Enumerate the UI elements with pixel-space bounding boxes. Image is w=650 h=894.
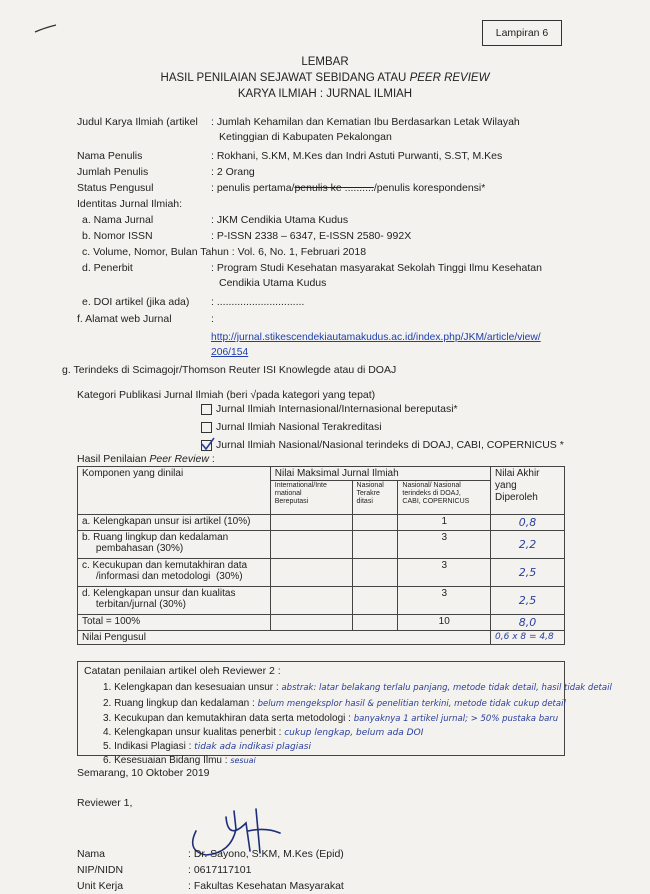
header-doaj [398, 481, 491, 515]
title-line-2-text: HASIL PENILAIAN SEJAWAT SEBIDANG ATAU [160, 72, 410, 84]
judul-value-1: : Jumlah Kehamilan dan Kematian Ibu Berdasarkan Letak Wilayah [211, 116, 520, 128]
note-3-label: 3. Kecukupan dan kemutakhiran data serta metodologi : [103, 713, 354, 724]
doi-value: : .............................. [211, 296, 305, 308]
note-item-4 [103, 726, 423, 740]
jumlah-penulis-value: : 2 Orang [211, 166, 255, 178]
check-mark-icon [201, 437, 215, 451]
row-d-label-2: terbitan/jurnal (30%) [82, 599, 186, 610]
judul-value-2: Ketinggian di Kabupaten Pekalongan [219, 131, 392, 143]
checkbox-doaj[interactable] [201, 440, 212, 451]
reviewer-nama-label: Nama [77, 848, 106, 860]
status-b-struck: penulis ke .......... [294, 182, 374, 194]
note-item-2 [103, 697, 648, 711]
row-a-max: 1 [398, 515, 491, 531]
nilai-pengusul-value: 0,6 x 8 = 4,8 [491, 631, 565, 645]
note-2-hand: belum mengeksplor hasil & penelitian terkini, metode tidak cukup detail [257, 699, 566, 709]
header-nilai-max: Nilai Maksimal Jurnal Ilmiah [270, 467, 490, 481]
penerbit-label: d. Penerbit [82, 262, 133, 274]
penerbit-value-1: : Program Studi Kesehatan masyarakat Sekolah Tinggi Ilmu Kesehatan [211, 262, 542, 274]
row-c-label-2: /informasi dan metodologi (30%) [82, 571, 243, 582]
sub-intl-2: rnational [274, 490, 302, 497]
reviewer-nip-label: NIP/NIDN [77, 864, 124, 876]
kategori-label: Kategori Publikasi Jurnal Ilmiah (beri √pada kategori yang tepat) [77, 389, 376, 401]
doi-label: e. DOI artikel (jika ada) [82, 296, 190, 308]
nama-jurnal-value: : JKM Cendikia Utama Kudus [211, 214, 349, 226]
pen-stroke-mark [34, 24, 58, 34]
jumlah-penulis-label: Jumlah Penulis [77, 166, 149, 178]
note-2-label: 2. Ruang lingkup dan kedalaman : [103, 698, 258, 709]
note-4-hand: cukup lengkap, belum ada DOI [284, 728, 424, 738]
reviewer-nama-value: : Dr. Sayono, S.KM, M.Kes (Epid) [188, 848, 344, 860]
kategori-option-2: Jurnal Ilmiah Nasional Terakreditasi [216, 421, 382, 433]
notes-title: Catatan penilaian artikel oleh Reviewer 2 : [84, 665, 281, 677]
note-item-6 [103, 754, 256, 767]
note-5-hand: tidak ada indikasi plagiasi [194, 742, 311, 752]
penerbit-value-2: Cendikia Utama Kudus [219, 277, 327, 289]
table-row [78, 631, 565, 645]
row-c-label-1: c. Kecukupan dan kemutakhiran data [82, 560, 248, 571]
sub-intl-1: International/Inte [274, 482, 327, 489]
note-3-hand: banyaknya 1 artikel jurnal; > 50% pustaka baru [353, 714, 559, 724]
note-1-hand: abstrak: latar belakang terlalu panjang, metode tidak detail, hasil tidak detail [281, 683, 612, 693]
row-b-max: 3 [398, 531, 491, 559]
volume-label: c. Volume, Nomor, Bulan Tahun : [82, 246, 238, 258]
table-row [78, 531, 565, 559]
header-nilai-akhir [491, 467, 565, 515]
web-colon: : [211, 313, 214, 325]
note-5-label: 5. Indikasi Plagiasi : [103, 741, 195, 752]
reviewer-unit-label: Unit Kerja [77, 880, 124, 892]
note-item-3 [103, 712, 648, 726]
kategori-option-3: Jurnal Ilmiah Nasional/Nasional terindeks di DOAJ, CABI, COPERNICUS * [216, 439, 564, 451]
sub-terak-3: ditasi [356, 498, 373, 505]
note-1-label: 1. Kelengkapan dan kesesuaian unsur : [103, 682, 282, 693]
hasil-label [77, 453, 215, 466]
row-b-label [78, 531, 271, 559]
sub-doaj-2: terindeks di DOAJ, [402, 490, 461, 497]
volume-value: Vol. 6, No. 1, Februari 2018 [237, 246, 367, 258]
total-intl [270, 615, 352, 631]
hasil-label-c: : [208, 453, 215, 465]
note-6-label: 6. Kesesuaian Bidang Ilmu : [103, 755, 231, 766]
checkbox-internasional[interactable] [201, 404, 212, 415]
judul-label: Judul Karya Ilmiah (artikel [77, 116, 198, 128]
row-c-label [78, 559, 271, 587]
table-row [78, 587, 565, 615]
table-row [78, 615, 565, 631]
sub-intl-3: Bereputasi [274, 498, 309, 505]
sub-doaj-3: CABI, COPERNICUS [402, 498, 470, 505]
hasil-label-a: Hasil Penilaian [77, 453, 150, 465]
nama-penulis-value: : Rokhani, S.KM, M.Kes dan Indri Astuti Purwanti, S.ST, M.Kes [211, 150, 503, 162]
note-item-1 [103, 681, 648, 695]
nama-penulis-label: Nama Penulis [77, 150, 143, 162]
journal-url-line-2[interactable]: 206/154 [211, 347, 249, 358]
row-d-max: 3 [398, 587, 491, 615]
issn-value: : P-ISSN 2338 – 6347, E-ISSN 2580- 992X [211, 230, 412, 242]
web-label: f. Alamat web Jurnal [77, 313, 172, 325]
row-b-akhir: 2,2 [491, 531, 565, 559]
checkbox-terakreditasi[interactable] [201, 422, 212, 433]
total-terak [352, 615, 398, 631]
table-row [78, 515, 565, 531]
hasil-label-b: Peer Review [149, 453, 209, 465]
total-label: Total = 100% [78, 615, 271, 631]
lampiran-box [482, 20, 562, 46]
row-d-label-1: d. Kelengkapan unsur dan kualitas [82, 588, 236, 599]
issn-label: b. Nomor ISSN [82, 230, 153, 242]
status-a: : penulis pertama/ [211, 182, 295, 194]
header-internasional [270, 481, 352, 515]
row-c-intl [270, 559, 352, 587]
row-b-terak [352, 531, 398, 559]
row-a-intl [270, 515, 352, 531]
title-line-1: LEMBAR [301, 56, 349, 68]
row-a-akhir: 0,8 [491, 515, 565, 531]
row-b-intl [270, 531, 352, 559]
sub-doaj-1: Nasional/ Nasional [402, 482, 461, 489]
header-akhir-3: Diperoleh [495, 492, 538, 503]
row-c-akhir: 2,5 [491, 559, 565, 587]
sub-terak-2: Terakre [356, 490, 380, 497]
terindeks-label: g. Terindeks di Scimagojr/Thomson Reuter ISI Knowlegde atau di DOAJ [62, 364, 397, 376]
note-item-5 [103, 740, 311, 754]
header-komponen: Komponen yang dinilai [78, 467, 271, 515]
row-a-terak [352, 515, 398, 531]
status-c: /penulis korespondensi* [373, 182, 486, 194]
sub-terak-1: Nasional [356, 482, 384, 489]
kategori-option-1: Jurnal Ilmiah Internasional/Internasional bereputasi* [216, 403, 458, 415]
row-d-terak [352, 587, 398, 615]
title-line-3: KARYA ILMIAH : JURNAL ILMIAH [237, 88, 413, 100]
journal-url-line-1[interactable]: http://jurnal.stikescendekiautamakudus.ac.id/index.php/JKM/article/view/ [211, 332, 541, 343]
reviewer-nip-value: : 0617117101 [188, 864, 252, 876]
row-d-label [78, 587, 271, 615]
status-pengusul-value [211, 182, 485, 195]
reviewer-label: Reviewer 1, [77, 797, 133, 809]
header-terakreditasi [352, 481, 398, 515]
nilai-pengusul-label: Nilai Pengusul [78, 631, 491, 645]
header-akhir-1: Nilai Akhir [495, 468, 540, 479]
title-line-2-italic: PEER REVIEW [409, 72, 490, 84]
status-pengusul-label: Status Pengusul [77, 182, 154, 194]
note-6-hand: sesuai [230, 756, 256, 765]
identitas-label: Identitas Jurnal Ilmiah: [77, 198, 183, 210]
row-c-terak [352, 559, 398, 587]
row-d-intl [270, 587, 352, 615]
reviewer-unit-value: : Fakultas Kesehatan Masyarakat [188, 880, 344, 892]
header-akhir-2: yang [495, 480, 517, 491]
score-table [77, 466, 565, 645]
row-d-akhir: 2,5 [491, 587, 565, 615]
table-row [78, 559, 565, 587]
signing-date: Semarang, 10 Oktober 2019 [77, 767, 210, 779]
row-b-label-1: b. Ruang lingkup dan kedalaman [82, 532, 229, 543]
nama-jurnal-label: a. Nama Jurnal [82, 214, 154, 226]
note-4-label: 4. Kelengkapan unsur kualitas penerbit : [103, 727, 285, 738]
row-a-label: a. Kelengkapan unsur isi artikel (10%) [78, 515, 271, 531]
total-akhir: 8,0 [491, 615, 565, 631]
volume-row [82, 246, 366, 259]
row-c-max: 3 [398, 559, 491, 587]
total-max: 10 [398, 615, 491, 631]
lampiran-label: Lampiran 6 [495, 27, 549, 39]
title-line-2 [0, 72, 650, 84]
row-b-label-2: pembahasan (30%) [82, 543, 184, 554]
